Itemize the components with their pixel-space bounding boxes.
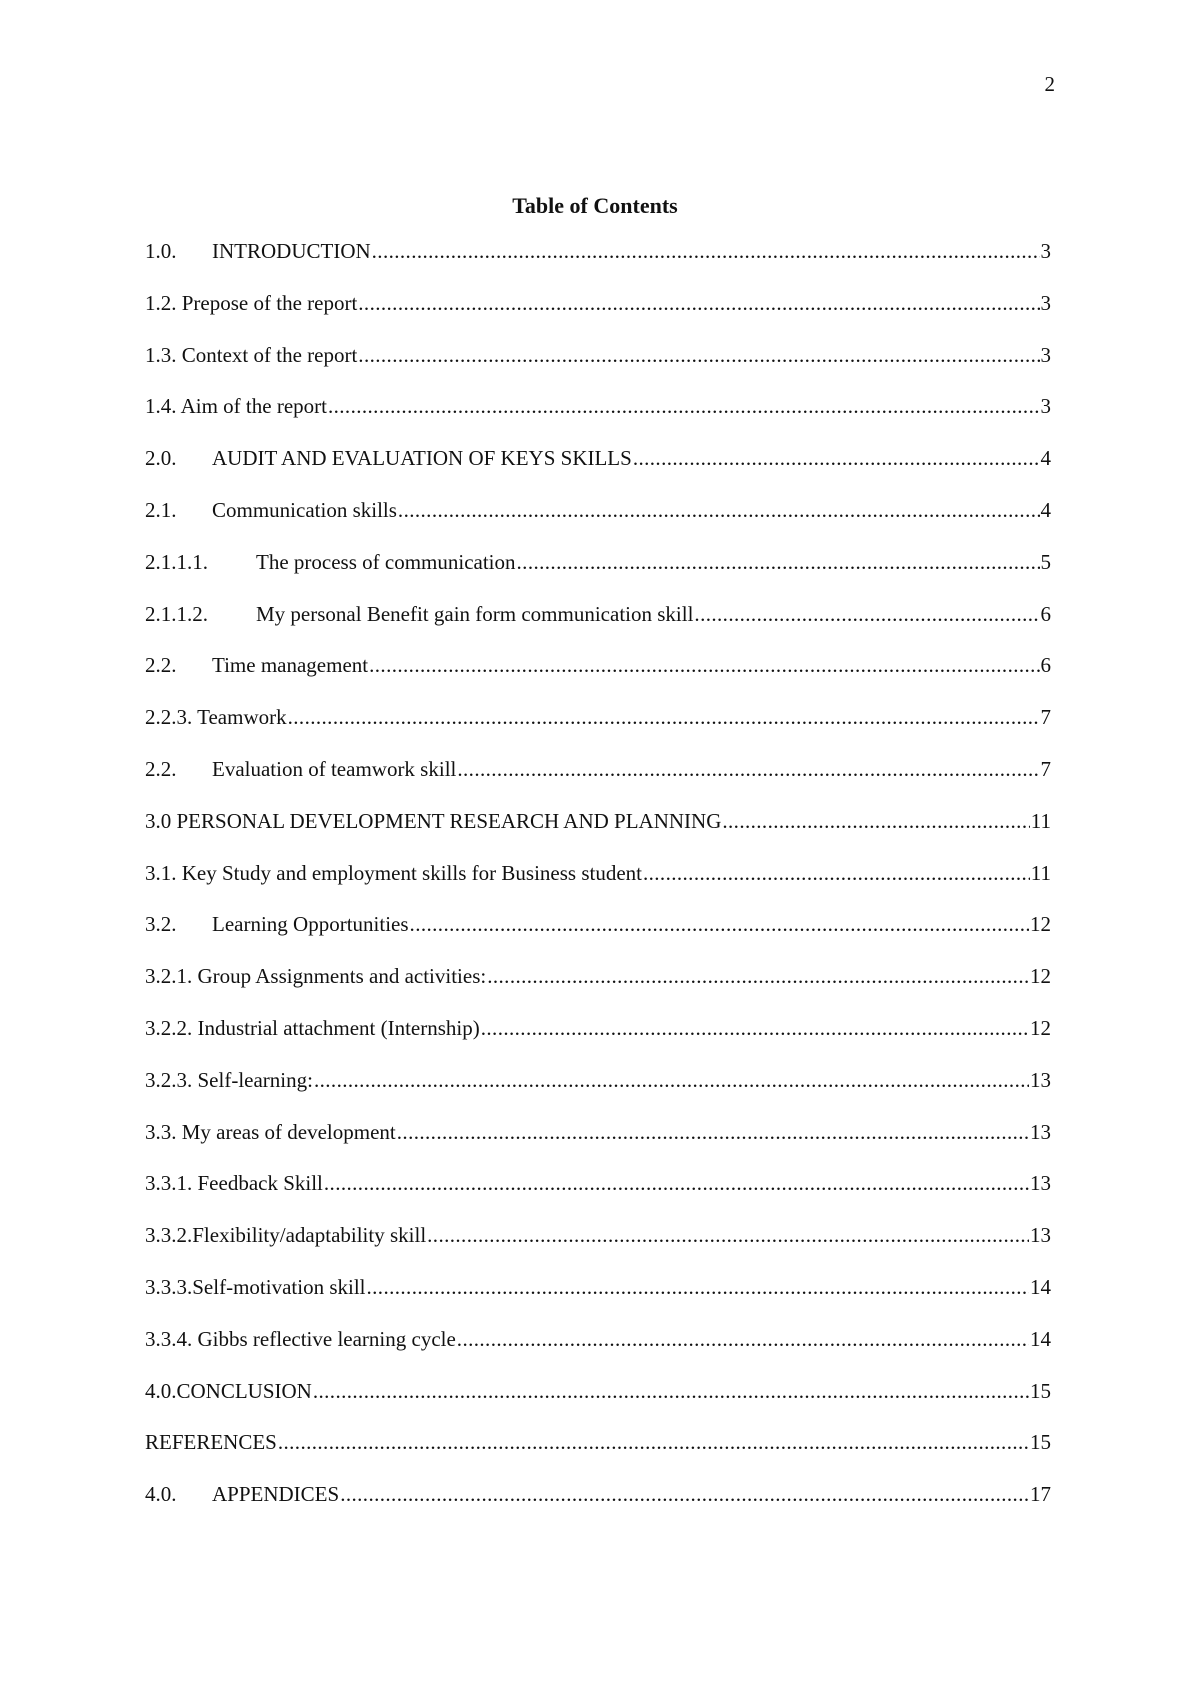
toc-entry-label: 3.0 PERSONAL DEVELOPMENT RESEARCH AND PLANNING [145,808,722,833]
toc-entry[interactable] [145,1429,1051,1481]
toc-entry-number: 2.2. [145,756,177,781]
dot-leader [288,704,1040,730]
dot-leader [369,652,1039,678]
toc-entry[interactable] [145,1170,1051,1222]
toc-entry-page: 15 [1030,1378,1051,1403]
dot-leader [487,963,1029,989]
toc-entry-label: Evaluation of teamwork skill [212,756,457,781]
toc-entry-label: REFERENCES [145,1430,277,1455]
toc-entry[interactable] [145,1326,1051,1378]
toc-entry-label: 3.2.2. Industrial attachment (Internship) [145,1015,480,1040]
toc-title: Table of Contents [512,193,678,218]
toc-entry-label: 3.3.2.Flexibility/adaptability skill [145,1223,427,1248]
toc-entry[interactable] [145,704,1051,756]
toc-entry[interactable] [145,652,1051,704]
toc-entry-page: 3 [1040,342,1051,367]
dot-leader [358,290,1039,316]
toc-entry-page: 6 [1040,653,1051,678]
dot-leader [457,756,1039,782]
toc-entry-page: 7 [1040,756,1051,781]
dot-leader [397,1119,1029,1145]
dot-leader [457,1326,1029,1352]
toc-entry-label: APPENDICES [212,1482,340,1507]
dot-leader [694,601,1039,627]
toc-entry-page: 12 [1030,1015,1051,1040]
toc-entry-number: 2.0. [145,446,177,471]
dot-leader [358,342,1039,368]
toc-entry-label: 1.4. Aim of the report [145,394,327,419]
toc-entry-label: 1.2. Prepose of the report [145,290,358,315]
toc-entry[interactable] [145,393,1051,445]
toc-entry-label: 3.2.3. Self-learning: [145,1067,313,1092]
dot-leader [643,860,1030,886]
toc-entry-page: 15 [1030,1430,1051,1455]
toc-entry-page: 17 [1030,1482,1051,1507]
toc-entry-number: 1.0. [145,239,177,263]
toc-entry-page: 3 [1040,239,1051,263]
toc-entry[interactable] [145,1119,1051,1171]
toc-entry-page: 3 [1040,394,1051,419]
toc-entry-label: 3.2.1. Group Assignments and activities: [145,964,487,989]
toc-entry[interactable] [145,1015,1051,1067]
dot-leader [313,1378,1029,1404]
dot-leader [633,445,1040,471]
toc-list [145,238,1051,1533]
toc-entry[interactable] [145,963,1051,1015]
toc-entry-label: 4.0.CONCLUSION [145,1378,312,1403]
toc-entry-number: 2.2. [145,653,177,678]
toc-entry[interactable] [145,238,1051,290]
toc-entry-number: 2.1. [145,497,177,522]
toc-entry-page: 4 [1040,497,1051,522]
dot-leader [367,1274,1030,1300]
toc-entry-page: 13 [1030,1171,1051,1196]
toc-entry-page: 11 [1030,808,1051,833]
dot-leader [314,1067,1029,1093]
toc-entry[interactable] [145,756,1051,808]
toc-entry[interactable] [145,860,1051,912]
dot-leader [517,549,1040,575]
dot-leader [481,1015,1029,1041]
dot-leader [340,1481,1029,1507]
toc-entry-label: 2.2.3. Teamwork [145,705,287,730]
toc-entry[interactable] [145,1378,1051,1430]
toc-entry-page: 3 [1040,290,1051,315]
page-number: 2 [1044,72,1055,96]
toc-entry-label: 3.3.4. Gibbs reflective learning cycle [145,1326,456,1351]
toc-entry-label: Communication skills [212,497,397,522]
toc-entry[interactable] [145,1274,1051,1326]
toc-entry-page: 12 [1030,964,1051,989]
toc-entry[interactable] [145,1067,1051,1119]
dot-leader [427,1222,1029,1248]
toc-entry[interactable] [145,497,1051,549]
toc-entry-number: 2.1.1.2. [145,601,208,626]
toc-entry-page: 12 [1030,912,1051,937]
toc-entry-page: 4 [1040,446,1051,471]
toc-entry-page: 14 [1030,1274,1051,1299]
toc-entry-number: 3.2. [145,912,177,937]
toc-entry[interactable] [145,342,1051,394]
toc-entry[interactable] [145,445,1051,497]
dot-leader [398,497,1040,523]
toc-entry-page: 13 [1030,1223,1051,1248]
toc-entry[interactable] [145,601,1051,653]
toc-entry-label: Learning Opportunities [212,912,409,937]
toc-entry-label: Time management [212,653,369,678]
toc-entry-page: 13 [1030,1067,1051,1092]
dot-leader [324,1170,1029,1196]
toc-entry-number: 2.1.1.1. [145,549,208,574]
toc-entry-page: 7 [1040,705,1051,730]
toc-entry-label: 3.3. My areas of development [145,1119,396,1144]
dot-leader [328,393,1040,419]
dot-leader [722,808,1029,834]
toc-entry[interactable] [145,290,1051,342]
toc-entry-label: 3.1. Key Study and employment skills for Business student [145,860,642,885]
toc-entry-page: 14 [1030,1326,1051,1351]
toc-entry-label: The process of communication [256,549,516,574]
toc-entry[interactable] [145,808,1051,860]
toc-entry-page: 13 [1030,1119,1051,1144]
toc-entry-label: INTRODUCTION [212,239,371,263]
toc-entry[interactable] [145,1481,1051,1533]
toc-entry[interactable] [145,549,1051,601]
toc-entry-page: 6 [1040,601,1051,626]
toc-entry-label: 3.3.1. Feedback Skill [145,1171,323,1196]
dot-leader [410,911,1029,937]
toc-entry-label: My personal Benefit gain form communication skill [256,601,694,626]
toc-entry-label: 1.3. Context of the report [145,342,358,367]
toc-entry-number: 4.0. [145,1482,177,1507]
toc-entry[interactable] [145,1222,1051,1274]
toc-entry-page: 11 [1030,860,1051,885]
toc-entry-label: AUDIT AND EVALUATION OF KEYS SKILLS [212,446,632,471]
dot-leader [372,238,1040,264]
toc-entry-label: 3.3.3.Self-motivation skill [145,1274,366,1299]
toc-entry-page: 5 [1040,549,1051,574]
toc-entry[interactable] [145,911,1051,963]
dot-leader [278,1429,1029,1455]
